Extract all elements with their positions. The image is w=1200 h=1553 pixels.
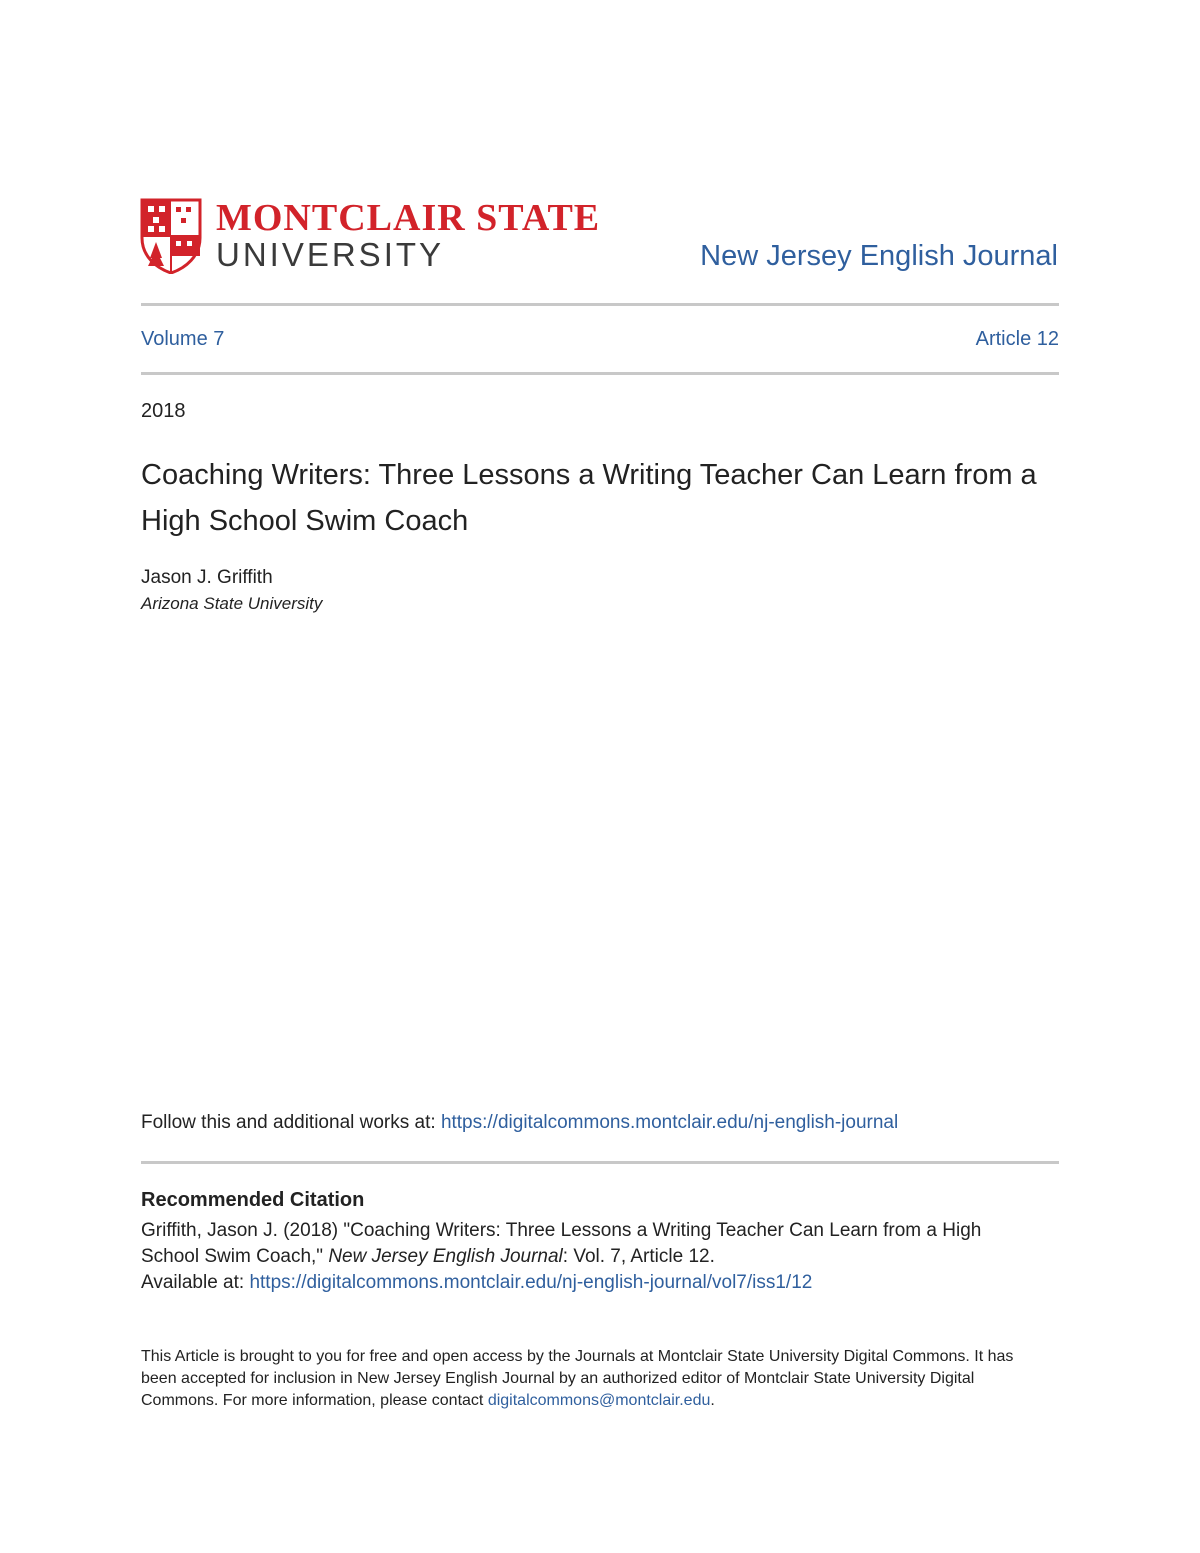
follow-line (141, 1112, 898, 1134)
citation-text: Griffith, Jason J. (2018) "Coaching Writers: Three Lessons a Writing Teacher Can Learn from a High School Swim Coach," (141, 1220, 982, 1267)
follow-label: Follow this and additional works at: (141, 1112, 441, 1133)
author-name: Jason J. Griffith (141, 567, 273, 588)
article-link[interactable]: Article 12 (975, 328, 1059, 350)
access-notice (141, 1346, 1041, 1412)
university-logo (140, 197, 601, 276)
author-affiliation: Arizona State University (141, 594, 323, 613)
meta-divider (141, 372, 1059, 375)
follow-url-link[interactable]: https://digitalcommons.montclair.edu/nj-english-journal (440, 1112, 899, 1133)
available-label: Available at: (141, 1272, 250, 1293)
logo-wordmark-line2: UNIVERSITY (216, 236, 445, 273)
article-title: Coaching Writers: Three Lessons a Writing Teacher Can Learn from a High School Swim Coach (141, 459, 1037, 537)
top-divider (141, 303, 1059, 306)
citation-heading: Recommended Citation (141, 1189, 365, 1211)
notice-end: . (710, 1392, 715, 1409)
volume-link[interactable]: Volume 7 (141, 328, 225, 350)
available-url-link[interactable]: https://digitalcommons.montclair.edu/nj-english-journal/vol7/iss1/12 (249, 1272, 813, 1293)
journal-name-link[interactable]: New Jersey English Journal (700, 240, 1058, 272)
contact-email-link[interactable]: digitalcommons@montclair.edu (487, 1392, 711, 1409)
citation-journal: New Jersey English Journal (328, 1246, 563, 1267)
citation-divider (141, 1161, 1059, 1164)
notice-text: This Article is brought to you for free and open access by the Journals at Montclair State University Digital Commons. It has been accepted for inclusion in New Jersey English Journal by an authorized editor of Montclair State University Digital Commons. For more information, please contact (141, 1348, 1014, 1409)
publication-year: 2018 (141, 400, 186, 422)
citation-body (141, 1218, 1041, 1296)
citation-volume: : Vol. 7, Article 12. (562, 1246, 715, 1267)
university-shield-icon (140, 198, 202, 274)
logo-wordmark-line1: MONTCLAIR STATE (216, 197, 601, 239)
